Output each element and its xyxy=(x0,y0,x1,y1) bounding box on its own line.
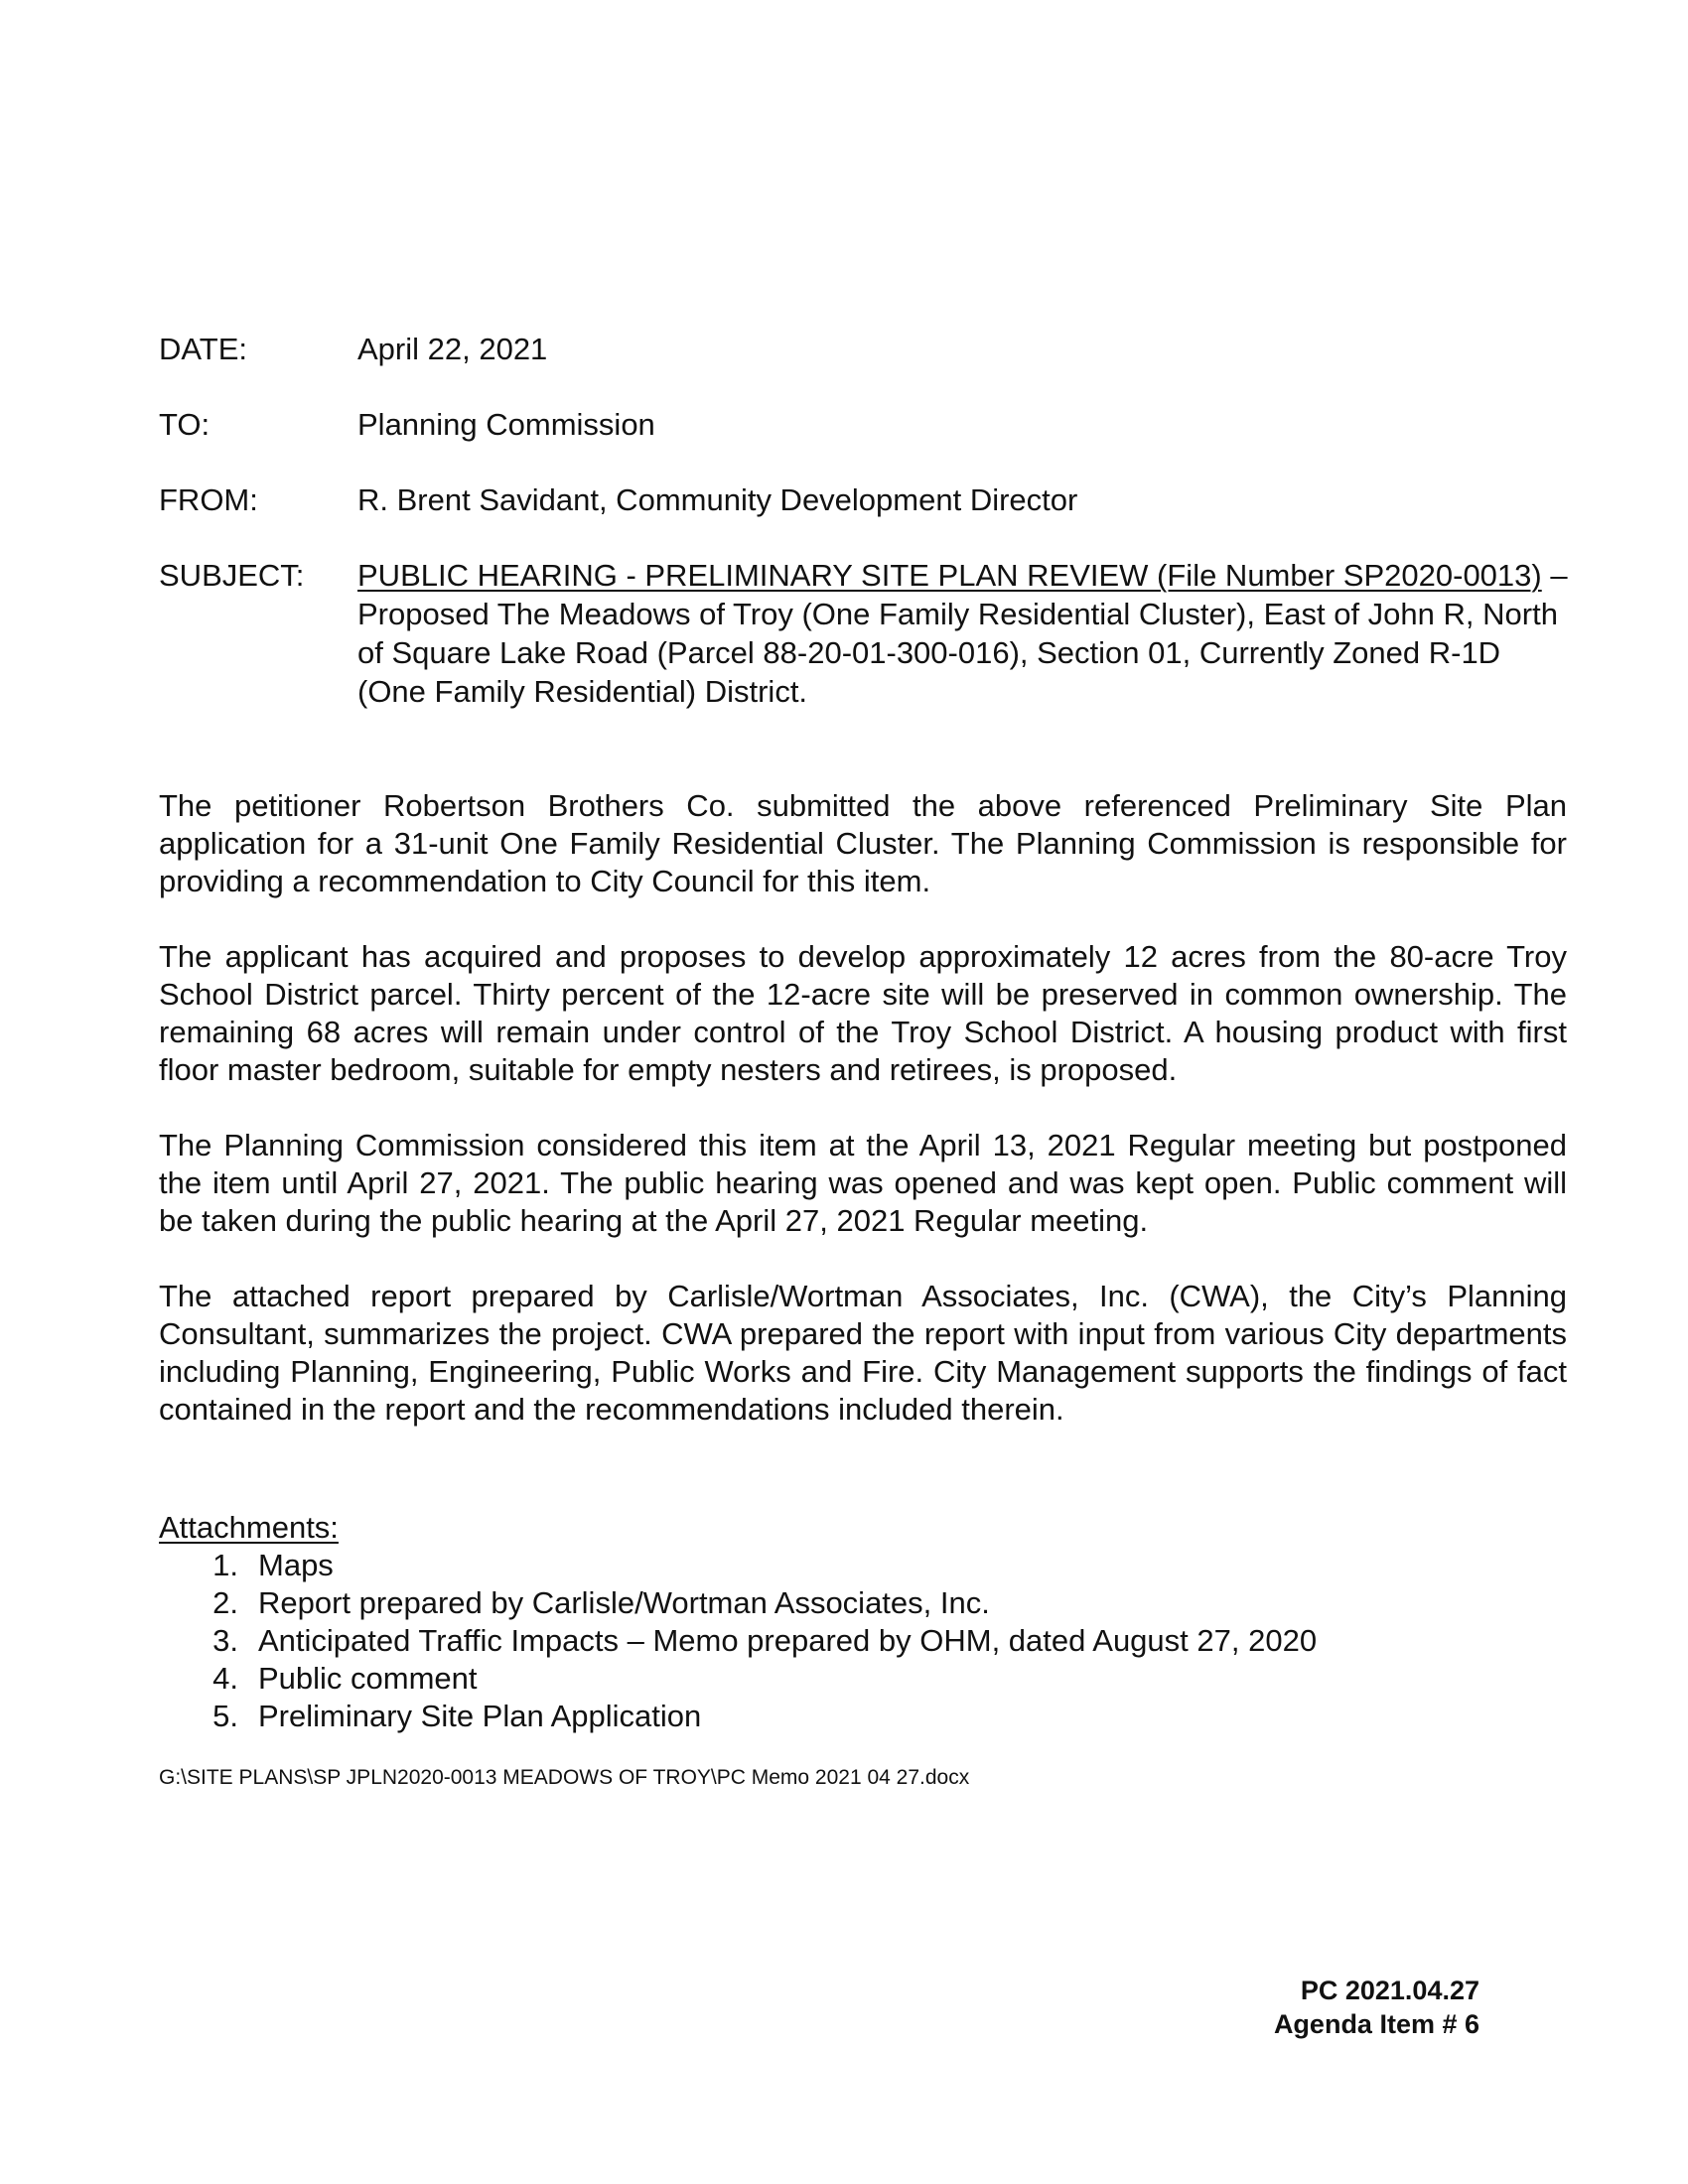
attachment-number: 1. xyxy=(212,1548,238,1582)
attachment-number: 5. xyxy=(212,1699,238,1733)
attachment-text: Preliminary Site Plan Application xyxy=(258,1699,702,1733)
attachment-item xyxy=(159,1584,1549,1622)
date-row xyxy=(159,330,1569,368)
attachment-item xyxy=(159,1622,1549,1660)
to-label: TO: xyxy=(159,407,211,442)
file-path: G:\SITE PLANS\SP JPLN2020-0013 MEADOWS OF TROY\PC Memo 2021 04 27.docx xyxy=(159,1766,970,1789)
date-label: DATE: xyxy=(159,332,247,366)
meeting-code: PC 2021.04.27 xyxy=(1300,1976,1479,2005)
date-value: April 22, 2021 xyxy=(357,332,548,366)
to-value: Planning Commission xyxy=(357,407,655,442)
subject-value xyxy=(357,556,1569,711)
memo-header xyxy=(159,330,1569,711)
subject-description: – Proposed The Meadows of Troy (One Family Residential Cluster), East of John R, North of Square Lake Road (Parcel 88-20-01-300-016), Section 01, Currently Zoned R-1D (One Family Residential) District. xyxy=(357,558,1568,709)
attachment-text: Report prepared by Carlisle/Wortman Associates, Inc. xyxy=(258,1585,990,1620)
paragraph-consideration: The Planning Commission considered this item at the April 13, 2021 Regular meeting but postponed the item until April 27, 2021. The public hearing was opened and was kept open. Public comment will be taken during the public hearing at the April 27, 2021 Regular meeting. xyxy=(159,1128,1567,1238)
agenda-footer xyxy=(1274,1974,1479,2041)
attachment-number: 2. xyxy=(212,1585,238,1620)
attachment-number: 4. xyxy=(212,1661,238,1696)
from-value: R. Brent Savidant, Community Development Director xyxy=(357,482,1078,517)
attachments-section xyxy=(159,1509,1549,1735)
attachment-text: Anticipated Traffic Impacts – Memo prepared by OHM, dated August 27, 2020 xyxy=(258,1623,1318,1658)
paragraph-report: The attached report prepared by Carlisle/Wortman Associates, Inc. (CWA), the City’s Planning Consultant, summarizes the project. CWA prepared the report with input from various City departments including Planning, Engineering, Public Works and Fire. City Management supports the findings of fact contained in the report and the recommendations included therein. xyxy=(159,1279,1567,1427)
subject-row xyxy=(159,556,1569,711)
paragraph-applicant: The applicant has acquired and proposes to develop approximately 12 acres from the 80-acre Troy School District parcel. Thirty percent of the 12-acre site will be preserved in common ownership. The remaining 68 acres will remain under control of the Troy School District. A housing product with first floor master bedroom, suitable for empty nesters and retirees, is proposed. xyxy=(159,939,1567,1087)
subject-hearing-title: PUBLIC HEARING - PRELIMINARY SITE PLAN REVIEW (File Number SP2020-0013) xyxy=(357,558,1542,593)
to-row xyxy=(159,405,1569,444)
attachment-number: 3. xyxy=(212,1623,238,1658)
agenda-item-number: Agenda Item # 6 xyxy=(1273,2009,1479,2039)
from-row xyxy=(159,480,1569,519)
attachment-item xyxy=(159,1547,1549,1584)
attachment-item xyxy=(159,1698,1549,1735)
paragraph-petitioner: The petitioner Robertson Brothers Co. submitted the above referenced Preliminary Site Plan application for a 31-unit One Family Residential Cluster. The Planning Commission is responsible for providing a recommendation to City Council for this item. xyxy=(159,788,1567,898)
attachments-list xyxy=(159,1547,1549,1735)
subject-label: SUBJECT: xyxy=(159,558,305,593)
attachment-text: Maps xyxy=(258,1548,334,1582)
memo-body xyxy=(159,787,1567,1466)
from-label: FROM: xyxy=(159,482,258,517)
attachment-text: Public comment xyxy=(258,1661,478,1696)
attachments-title: Attachments: xyxy=(159,1510,339,1545)
attachment-item xyxy=(159,1660,1549,1698)
